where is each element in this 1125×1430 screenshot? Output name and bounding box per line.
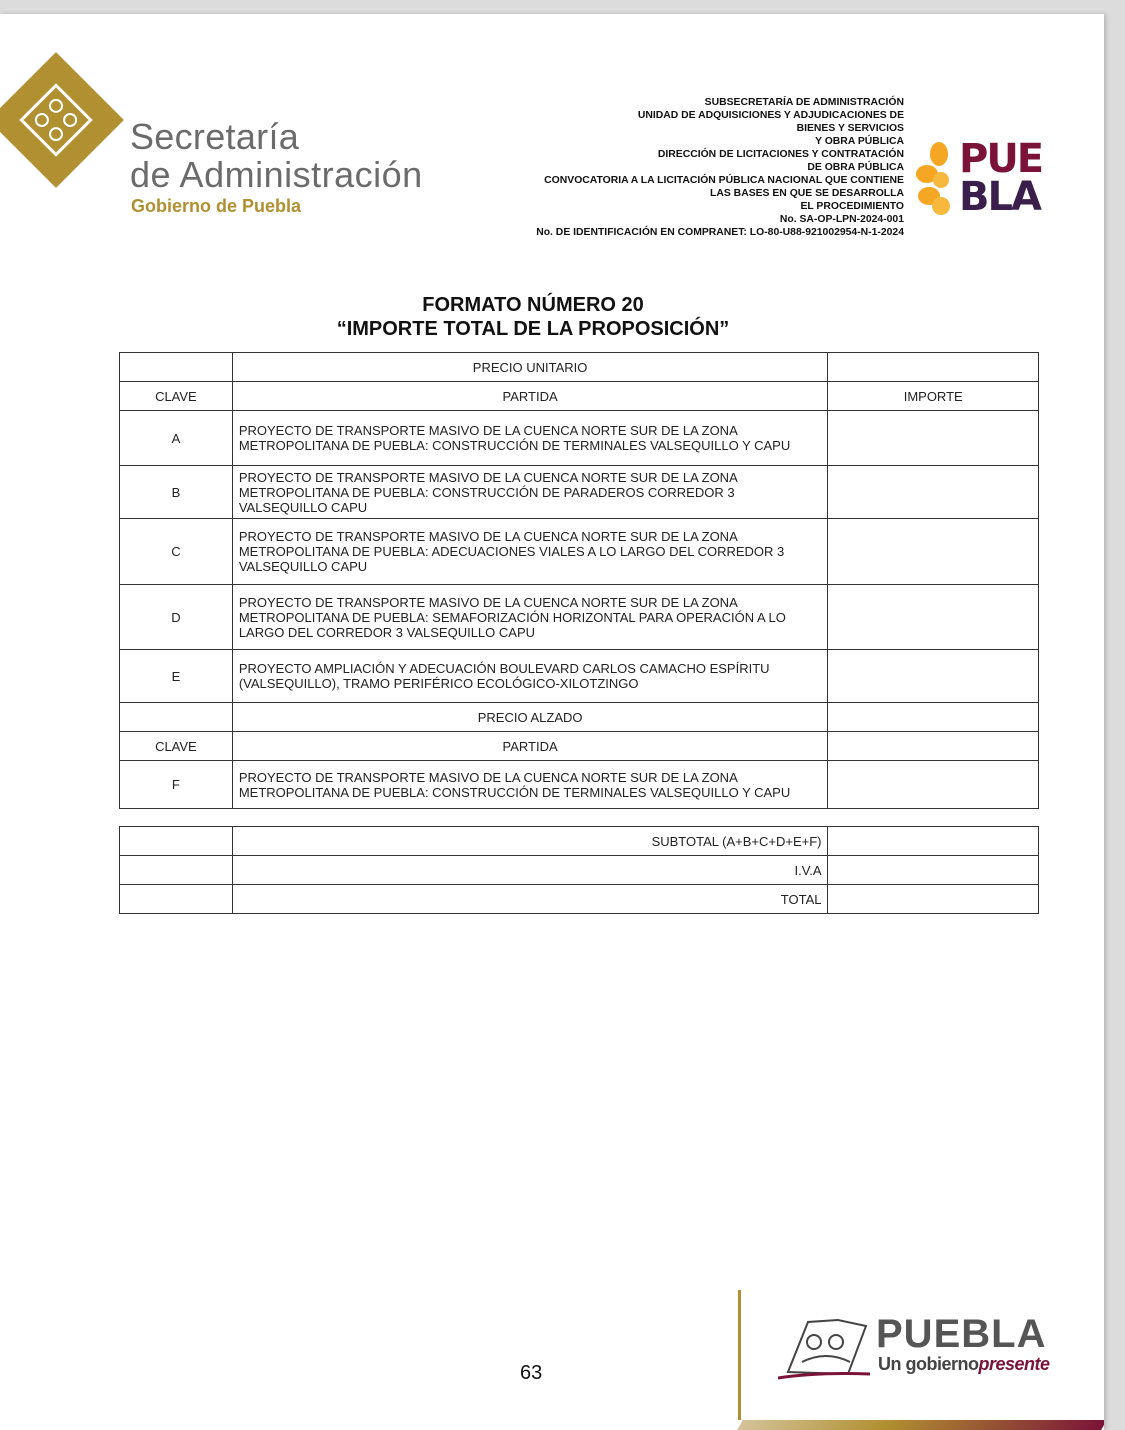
total-input[interactable] bbox=[828, 885, 1039, 914]
clave-cell: D bbox=[120, 585, 233, 650]
importe-input[interactable] bbox=[828, 411, 1039, 466]
table-row bbox=[120, 761, 1039, 809]
subtotal-input[interactable] bbox=[828, 827, 1039, 856]
flower-icon bbox=[915, 140, 959, 216]
format-subtitle: “IMPORTE TOTAL DE LA PROPOSICIÓN” bbox=[336, 318, 730, 340]
table-row bbox=[120, 519, 1039, 585]
table-row bbox=[120, 411, 1039, 466]
emblem-icon bbox=[778, 1312, 874, 1382]
importe-input[interactable] bbox=[828, 466, 1039, 519]
iva-input[interactable] bbox=[828, 856, 1039, 885]
total-label: TOTAL bbox=[232, 885, 828, 914]
header-line: LAS BASES EN QUE SE DESARROLLA bbox=[710, 188, 904, 199]
clave-cell: F bbox=[120, 761, 233, 809]
header-line: UNIDAD DE ADQUISICIONES Y ADJUDICACIONES DE bbox=[637, 110, 904, 121]
table-header-row bbox=[120, 382, 1039, 411]
header-text-block bbox=[464, 96, 904, 239]
clave-cell: E bbox=[120, 650, 233, 703]
table-row bbox=[120, 856, 1039, 885]
header-line: DE OBRA PÚBLICA bbox=[807, 162, 904, 173]
clave-cell: B bbox=[120, 466, 233, 519]
clave-header: CLAVE bbox=[120, 382, 233, 411]
header-line: CONVOCATORIA A LA LICITACIÓN PÚBLICA NACIONAL QUE CONTIENE bbox=[544, 175, 904, 186]
totals-table bbox=[119, 826, 1039, 914]
header-line: DIRECCIÓN DE LICITACIONES Y CONTRATACIÓN bbox=[657, 149, 904, 160]
footer-puebla-logo bbox=[778, 1304, 1058, 1384]
table-row bbox=[120, 585, 1039, 650]
header-line: Y OBRA PÚBLICA bbox=[815, 136, 904, 147]
importe-header: IMPORTE bbox=[828, 382, 1039, 411]
partida-header: PARTIDA bbox=[232, 382, 828, 411]
importe-input[interactable] bbox=[828, 519, 1039, 585]
header-line: SUBSECRETARÍA DE ADMINISTRACIÓN bbox=[704, 97, 904, 108]
partida-cell: PROYECTO DE TRANSPORTE MASIVO DE LA CUENCA NORTE SUR DE LA ZONA METROPOLITANA DE PUEBLA: CONSTRUCCIÓN DE TERMINALES VALSEQUILLO Y CAPU bbox=[232, 761, 828, 809]
logo-line-3: Gobierno de Puebla bbox=[131, 196, 302, 216]
document-page bbox=[0, 14, 1104, 1430]
logo-line-1: Secretaría bbox=[130, 116, 300, 157]
puebla-logo-line-1: PUE bbox=[959, 136, 1043, 182]
precio-alzado-header: PRECIO ALZADO bbox=[232, 703, 828, 732]
partida-cell: PROYECTO DE TRANSPORTE MASIVO DE LA CUENCA NORTE SUR DE LA ZONA METROPOLITANA DE PUEBLA: ADECUACIONES VIALES A LO LARGO DEL CORREDOR 3 VALSEQUILLO CAPU bbox=[232, 519, 828, 585]
table-header-row bbox=[120, 732, 1039, 761]
logo-line-2: de Administración bbox=[130, 154, 423, 195]
importe-input[interactable] bbox=[828, 585, 1039, 650]
iva-label: I.V.A bbox=[232, 856, 828, 885]
footer-logo-tagline bbox=[878, 1354, 1050, 1375]
table-row bbox=[120, 353, 1039, 382]
proposal-table bbox=[119, 352, 1039, 809]
subtotal-label: SUBTOTAL (A+B+C+D+E+F) bbox=[232, 827, 828, 856]
puebla-logo-line-2: BLA bbox=[959, 174, 1040, 220]
clave-cell: A bbox=[120, 411, 233, 466]
partida-cell: PROYECTO DE TRANSPORTE MASIVO DE LA CUENCA NORTE SUR DE LA ZONA METROPOLITANA DE PUEBLA: CONSTRUCCIÓN DE TERMINALES VALSEQUILLO Y CAPU bbox=[232, 411, 828, 466]
format-title: FORMATO NÚMERO 20 bbox=[422, 294, 644, 316]
importe-input[interactable] bbox=[828, 761, 1039, 809]
table-row bbox=[120, 885, 1039, 914]
header-line: BIENES Y SERVICIOS bbox=[796, 123, 904, 134]
tagline-part-2: presente bbox=[978, 1354, 1050, 1374]
table-row bbox=[120, 703, 1039, 732]
header-line: No. SA-OP-LPN-2024-001 bbox=[779, 214, 904, 225]
clave-cell: C bbox=[120, 519, 233, 585]
footer-divider bbox=[738, 1290, 741, 1420]
puebla-logo bbox=[915, 134, 1045, 222]
page-number: 63 bbox=[520, 1362, 543, 1384]
partida-cell: PROYECTO DE TRANSPORTE MASIVO DE LA CUENCA NORTE SUR DE LA ZONA METROPOLITANA DE PUEBLA: SEMAFORIZACIÓN HORIZONTAL PARA OPERACIÓN A LO LARGO DEL CORREDOR 3 VALSEQUILLO CAPU bbox=[232, 585, 828, 650]
clave-header: CLAVE bbox=[120, 732, 233, 761]
header-line: No. DE IDENTIFICACIÓN EN COMPRANET: LO-80-U88-921002954-N-1-2024 bbox=[536, 227, 904, 238]
secretaria-logo-icon bbox=[0, 52, 124, 188]
table-row bbox=[120, 650, 1039, 703]
partida-header: PARTIDA bbox=[232, 732, 828, 761]
footer-logo-word: PUEBLA bbox=[876, 1312, 1047, 1356]
header-line: EL PROCEDIMIENTO bbox=[800, 201, 904, 212]
importe-input[interactable] bbox=[828, 650, 1039, 703]
partida-cell: PROYECTO DE TRANSPORTE MASIVO DE LA CUENCA NORTE SUR DE LA ZONA METROPOLITANA DE PUEBLA: CONSTRUCCIÓN DE PARADEROS CORREDOR 3 VALSEQUILLO CAPU bbox=[232, 466, 828, 519]
footer-color-strip bbox=[737, 1420, 1104, 1430]
tagline-part-1: Un gobierno bbox=[878, 1354, 979, 1374]
table-row bbox=[120, 466, 1039, 519]
table-row bbox=[120, 827, 1039, 856]
partida-cell: PROYECTO AMPLIACIÓN Y ADECUACIÓN BOULEVARD CARLOS CAMACHO ESPÍRITU (VALSEQUILLO), TRAMO PERIFÉRICO ECOLÓGICO-XILOTZINGO bbox=[232, 650, 828, 703]
precio-unitario-header: PRECIO UNITARIO bbox=[232, 353, 828, 382]
